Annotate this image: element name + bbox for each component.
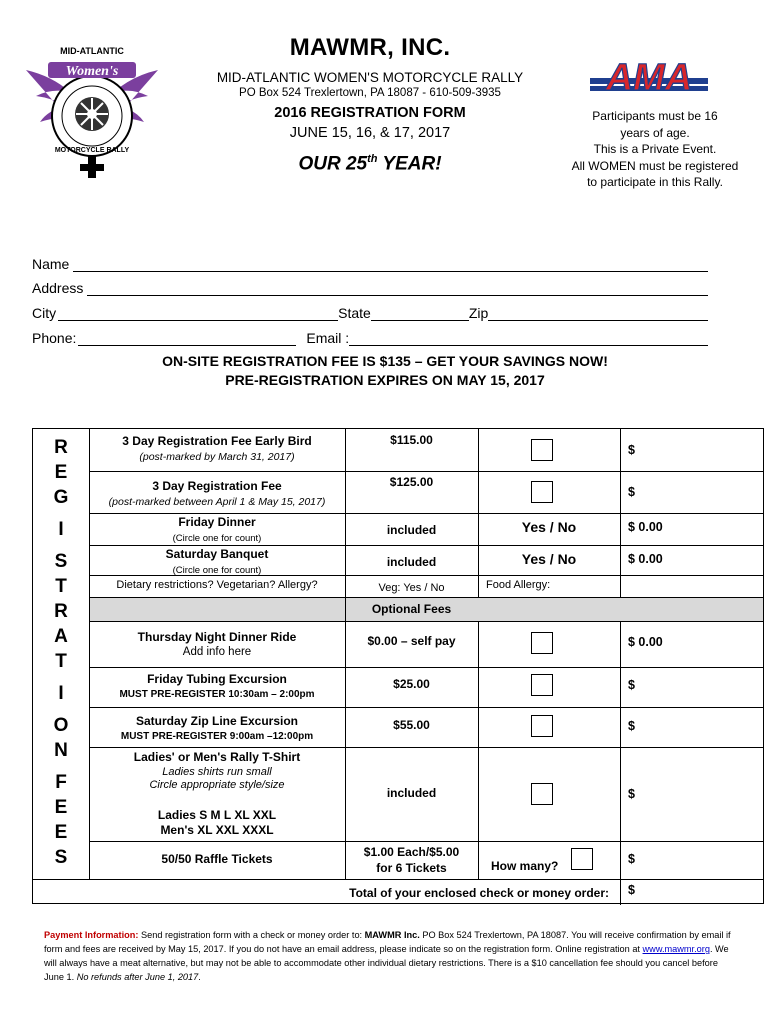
- city-label: City: [32, 305, 57, 321]
- early-bird-row: 3 Day Registration Fee Early Bird (post-marked by March 31, 2017): [122, 434, 312, 463]
- dinner-ride-price: $0.00 – self pay: [367, 634, 456, 648]
- vertical-letter: R: [54, 601, 68, 622]
- svg-text:MOTORCYCLE RALLY: MOTORCYCLE RALLY: [54, 147, 130, 154]
- email-field[interactable]: [349, 330, 708, 346]
- rally-logo: [22, 40, 162, 180]
- vertical-letter: T: [55, 651, 67, 672]
- saturday-banquet-price: included: [386, 555, 437, 569]
- phone-row: [32, 326, 708, 346]
- address-row: [32, 276, 708, 296]
- early-bird-checkbox[interactable]: [531, 439, 553, 461]
- vertical-letter: N: [54, 740, 68, 761]
- tubing-price: $25.00: [393, 677, 430, 691]
- header: [170, 34, 570, 175]
- dinner-ride-checkbox[interactable]: [531, 632, 553, 654]
- form-title: 2016 REGISTRATION FORM: [274, 105, 466, 121]
- friday-dinner-amount: $ 0.00: [628, 520, 663, 534]
- total-amount[interactable]: $: [628, 883, 635, 897]
- vertical-letter: O: [53, 715, 69, 736]
- participant-notice: Participants must be 16 years of age. This is a Private Event. All WOMEN must be registered to participate in this Rally.: [571, 109, 739, 189]
- registration-fee-table: [32, 428, 764, 904]
- raffle-how-many-label: How many?: [491, 859, 559, 873]
- vertical-letter: S: [54, 551, 68, 572]
- phone-field[interactable]: [78, 330, 296, 346]
- zipline-row: Saturday Zip Line Excursion MUST PRE-REGISTER 9:00am –12:00pm: [120, 714, 314, 742]
- name-label: Name: [32, 256, 70, 272]
- name-field[interactable]: [73, 256, 708, 272]
- saturday-banquet-choice[interactable]: Yes / No: [521, 551, 577, 567]
- ama-logo: [590, 56, 708, 98]
- svg-text:Women's: Women's: [65, 64, 119, 79]
- address-label: Address: [32, 280, 84, 296]
- vertical-letter: G: [53, 487, 69, 508]
- svg-text:AMA: AMA: [605, 57, 693, 98]
- raffle-label: 50/50 Raffle Tickets: [161, 852, 273, 866]
- dinner-ride-row: Thursday Night Dinner Ride Add info here: [137, 630, 297, 658]
- tshirt-row: Ladies' or Men's Rally T-Shirt Ladies shirts run small Circle appropriate style/size Ladies S M L XL XXL Men's XL XXL XXXL: [89, 750, 345, 837]
- rally-name: MID-ATLANTIC WOMEN'S MOTORCYCLE RALLY: [216, 70, 524, 85]
- early-bird-price: $115.00: [390, 433, 433, 447]
- tubing-row: Friday Tubing Excursion MUST PRE-REGISTER 10:30am – 2:00pm: [119, 672, 315, 700]
- optional-fees-header: Optional Fees: [371, 602, 452, 616]
- website-link[interactable]: www.mawmr.org: [642, 944, 710, 954]
- city-field[interactable]: [58, 305, 338, 321]
- vertical-letter: S: [54, 847, 68, 868]
- raffle-amount[interactable]: $: [628, 852, 635, 866]
- vertical-letter: R: [54, 437, 68, 458]
- friday-dinner-price: included: [386, 523, 437, 537]
- regular-fee-checkbox[interactable]: [531, 481, 553, 503]
- friday-dinner-row: Friday Dinner (Circle one for count): [172, 515, 262, 544]
- raffle-count-box[interactable]: [571, 848, 593, 870]
- zipline-checkbox[interactable]: [531, 715, 553, 737]
- regular-fee-row: 3 Day Registration Fee (post-marked between April 1 & May 15, 2017): [108, 479, 326, 508]
- vertical-letter: A: [54, 626, 68, 647]
- dinner-ride-amount: $ 0.00: [628, 635, 663, 649]
- saturday-banquet-row: Saturday Banquet (Circle one for count): [165, 547, 269, 576]
- name-row: [32, 252, 708, 272]
- tubing-amount[interactable]: $: [628, 678, 635, 692]
- vegetarian-choice[interactable]: Veg: Yes / No: [378, 582, 445, 594]
- tubing-checkbox[interactable]: [531, 674, 553, 696]
- tshirt-price: included: [386, 786, 437, 800]
- friday-dinner-choice[interactable]: Yes / No: [521, 519, 577, 535]
- state-label: State: [338, 305, 371, 321]
- event-dates: JUNE 15, 16, & 17, 2017: [289, 125, 451, 141]
- tshirt-checkbox[interactable]: [531, 783, 553, 805]
- email-label: Email :: [306, 330, 350, 346]
- vertical-letter: I: [58, 683, 64, 704]
- tshirt-ladies-sizes[interactable]: Ladies S M L XL XXL: [157, 808, 277, 822]
- vertical-letter: F: [55, 772, 67, 793]
- org-address: PO Box 524 Trexlertown, PA 18087 - 610-509-3935: [239, 87, 501, 99]
- tshirt-mens-sizes[interactable]: Men's XL XXL XXXL: [160, 823, 274, 837]
- zip-field[interactable]: [488, 305, 708, 321]
- org-name: MAWMR, INC.: [289, 34, 451, 61]
- vertical-letter: T: [55, 576, 67, 597]
- anniversary-banner: OUR 25th YEAR!: [298, 153, 442, 175]
- raffle-price: $1.00 Each/$5.00 for 6 Tickets: [363, 845, 460, 875]
- onsite-fee-notice: ON-SITE REGISTRATION FEE IS $135 – GET YOUR SAVINGS NOW! PRE-REGISTRATION EXPIRES ON MAY 15, 2017: [162, 353, 608, 388]
- vertical-letter: I: [58, 519, 64, 540]
- total-label: Total of your enclosed check or money order:: [349, 886, 609, 900]
- city-row: [32, 301, 708, 321]
- payment-information: Payment Information: Send registration form with a check or money order to: MAWMR Inc. PO Box 524 Trexlertown, PA 18087. You will receive confirmation by email if form and fees are received by May 15, 2017. If you do not have an email address, please indicate so on the registration form. Online registration at www.mawmr.org. We will always have a meat alternative, but may not be able to accommodate other individual dietary restrictions. There is a $10 cancellation fee should you cancel before June 1. No refunds after June 1, 2017.: [44, 930, 731, 982]
- regular-fee-price: $125.00: [389, 475, 434, 489]
- phone-label: Phone:: [32, 330, 77, 346]
- regular-fee-amount[interactable]: $: [628, 485, 635, 499]
- vertical-letter: E: [54, 822, 68, 843]
- early-bird-amount[interactable]: $: [628, 443, 635, 457]
- saturday-banquet-amount: $ 0.00: [628, 552, 663, 566]
- address-field[interactable]: [87, 280, 708, 296]
- svg-text:MID-ATLANTIC: MID-ATLANTIC: [60, 46, 124, 56]
- vertical-letter: E: [54, 797, 68, 818]
- zip-label: Zip: [468, 305, 489, 321]
- zipline-amount[interactable]: $: [628, 719, 635, 733]
- tshirt-amount[interactable]: $: [628, 787, 635, 801]
- vertical-letter: E: [54, 462, 68, 483]
- state-field[interactable]: [371, 305, 469, 321]
- dietary-label: Dietary restrictions? Vegetarian? Allergy?: [116, 579, 318, 591]
- zipline-price: $55.00: [393, 718, 430, 732]
- food-allergy-label: Food Allergy:: [486, 579, 551, 591]
